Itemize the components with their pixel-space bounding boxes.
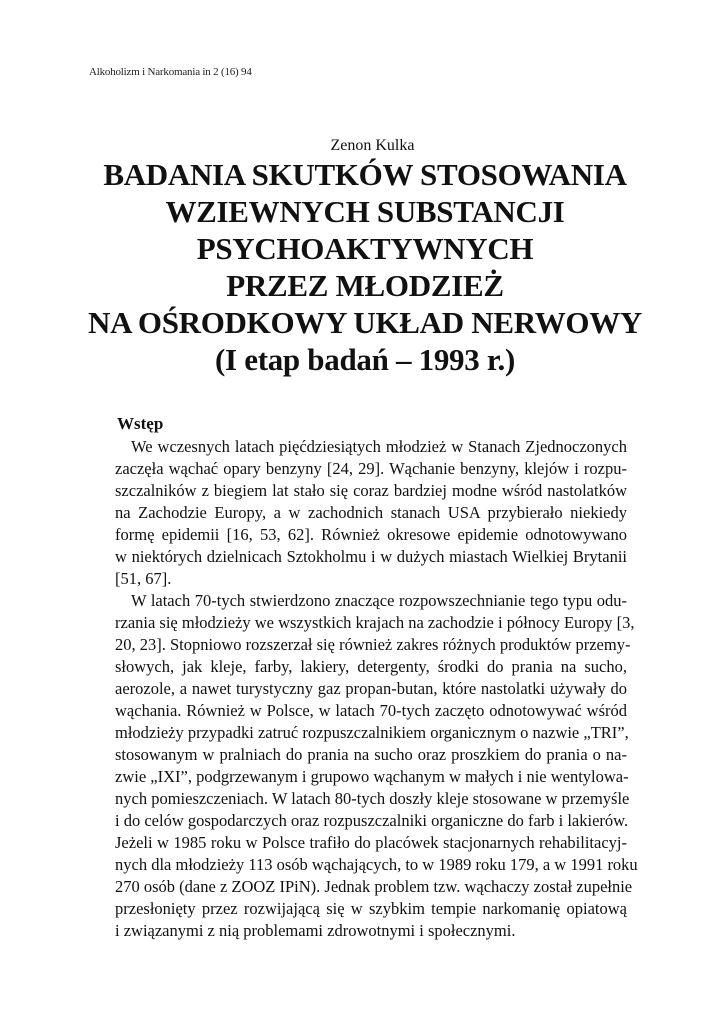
running-head: Alkoholizm i Narkomania in 2 (16) 94	[89, 66, 252, 78]
paragraph-line: 270 osób (dane z ZOOZ IPiN). Jednak problem tzw. wąchaczy został zupełnie	[115, 877, 633, 896]
paragraph-line: i związanymi z nią problemami zdrowotnymi i społecznymi.	[115, 921, 516, 940]
paragraph-line: Jeżeli w 1985 roku w Polsce trafiło do placówek stacjonarnych rehabilitacyj-	[115, 833, 627, 852]
body-text	[115, 436, 638, 942]
title-line: PSYCHOAKTYWNYCH	[196, 231, 534, 266]
paragraph-line: [51, 67].	[115, 569, 172, 588]
title-line: PRZEZ MŁODZIEŻ	[226, 268, 504, 303]
paragraph-line: nych pomieszczeniach. W latach 80-tych doszły kleje stosowane w przemyśle	[115, 789, 630, 808]
paragraph-line: młodzieży przypadki zatruć rozpuszczalnikiem organicznym o nazwie „TRI”,	[115, 723, 629, 742]
paragraph-line: stosowanym w pralniach do prania na sucho oraz proszkiem do prania o na-	[115, 745, 627, 764]
paragraph-line: zaczęła wąchać opary benzyny [24, 29]. Wąchanie benzyny, klejów i rozpu-	[115, 459, 627, 478]
paragraph-line: w niektórych dzielnicach Sztokholmu i w dużych miastach Wielkiej Brytanii	[115, 547, 627, 566]
article-title	[60, 156, 670, 378]
section-heading: Wstęp	[117, 414, 164, 433]
paragraph-line: i do celów gospodarczych oraz rozpuszczalniki organiczne do farb i lakierów.	[115, 811, 629, 830]
title-line: BADANIA SKUTKÓW STOSOWANIA	[103, 157, 627, 192]
author-name: Zenon Kulka	[330, 137, 415, 154]
title-line: (I etap badań – 1993 r.)	[215, 342, 515, 377]
paragraph-line: szczalników z biegiem lat stało się coraz bardziej modne wśród nastolatków	[115, 481, 627, 500]
paragraph-line: na Zachodzie Europy, a w zachodnich stanach USA przybierało niekiedy	[115, 503, 627, 522]
paragraph-line: słowych, jak kleje, farby, lakiery, detergenty, środki do prania na sucho,	[115, 657, 627, 676]
paragraph-line: przesłonięty przez rozwijającą się w szybkim tempie narkomanię opiatową	[115, 899, 627, 918]
paragraph-line: formę epidemii [16, 53, 62]. Również okresowe epidemie odnotowywano	[115, 525, 627, 544]
paragraph-line: We wczesnych latach pięćdziesiątych młodzież w Stanach Zjednoczonych	[131, 437, 627, 456]
title-line: NA OŚRODKOWY UKŁAD NERWOWY	[87, 305, 643, 340]
paragraph-line: aerozole, a nawet turystyczny gaz propan-butan, które nastolatki używały do	[115, 679, 627, 698]
paragraph-line: wąchania. Również w Polsce, w latach 70-tych zaczęto odnotowywać wśród	[115, 701, 627, 720]
paragraph-line: zwie „IXI”, podgrzewanym i grupowo wąchanym w małych i nie wentylowa-	[115, 767, 629, 786]
paragraph-line: rzania się młodzieży we wszystkich krajach na zachodzie i północy Europy [3,	[115, 613, 635, 632]
paragraph-line: W latach 70-tych stwierdzono znaczące rozpowszechnianie tego typu odu-	[131, 591, 627, 610]
title-line: WZIEWNYCH SUBSTANCJI	[165, 194, 565, 229]
paragraph-line: nych dla młodzieży 113 osób wąchających, to w 1989 roku 179, a w 1991 roku	[115, 855, 638, 874]
paragraph-line: 20, 23]. Stopniowo rozszerzał się również zakres różnych produktów przemy-	[115, 635, 631, 654]
